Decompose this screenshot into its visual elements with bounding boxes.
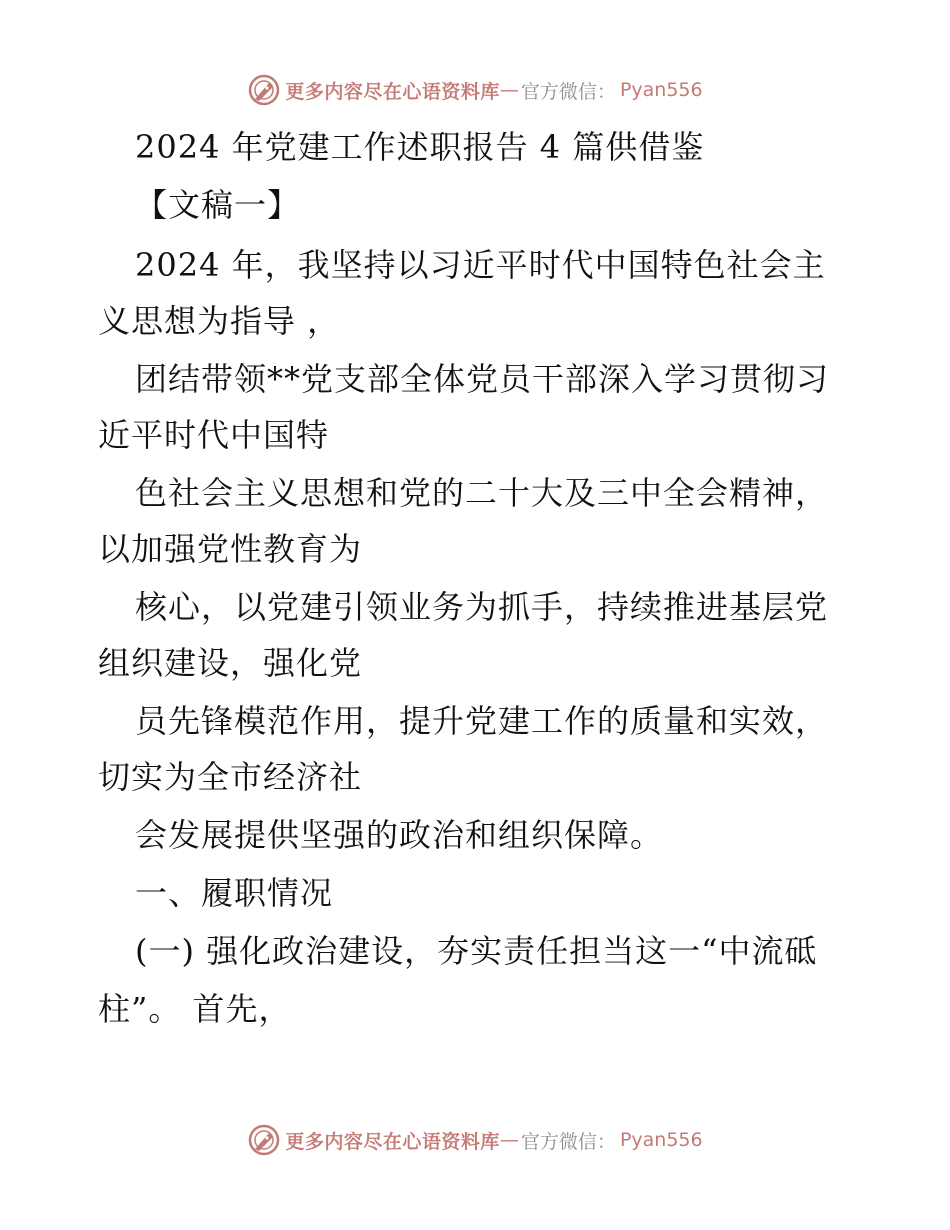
banner-wechat-id: Pyan556 — [619, 1129, 703, 1151]
paragraph-line: 核心，以党建引领业务为抓手，持续推进基层党 — [135, 588, 829, 626]
paragraph-line: 组织建设，强化党 — [98, 644, 363, 682]
paragraph-line: 近平时代中国特 — [98, 416, 330, 454]
paragraph-line: 员先锋模范作用，提升党建工作的质量和实效， — [135, 702, 829, 740]
draft-label: 【文稿一】 — [135, 186, 301, 224]
banner-dash: — — [499, 79, 519, 101]
footer-banner — [0, 1120, 950, 1160]
banner-wechat-label: 官方微信： — [520, 80, 616, 103]
section-heading: 一、履职情况 — [135, 874, 334, 912]
banner-main-text: 更多内容尽在心语资料库 — [285, 80, 500, 103]
paragraph-line: 柱”。 首先， — [98, 990, 292, 1028]
banner-dash: — — [499, 1129, 519, 1151]
paragraph-line: 会发展提供坚强的政治和组织保障。 — [135, 816, 664, 854]
paragraph-line: 2024 年，我坚持以习近平时代中国特色社会主 — [135, 246, 826, 284]
document-title: 2024 年党建工作述职报告 4 篇供借鉴 — [135, 128, 705, 166]
subsection-heading: (一) 强化政治建设，夯实责任担当这一“中流砥 — [135, 932, 818, 970]
paragraph-line: 团结带领**党支部全体党员干部深入学习贯彻习 — [135, 360, 830, 398]
paragraph-line: 切实为全市经济社 — [98, 758, 363, 796]
paragraph-line: 义思想为指导 ， — [98, 302, 341, 340]
paragraph-line: 以加强党性教育为 — [98, 530, 363, 568]
banner-wechat-id: Pyan556 — [619, 79, 703, 101]
banner-main-text: 更多内容尽在心语资料库 — [285, 1130, 500, 1153]
pen-nib-circle-icon — [247, 1123, 281, 1157]
banner-wechat-label: 官方微信： — [520, 1130, 616, 1153]
paragraph-line: 色社会主义思想和党的二十大及三中全会精神， — [135, 474, 829, 512]
